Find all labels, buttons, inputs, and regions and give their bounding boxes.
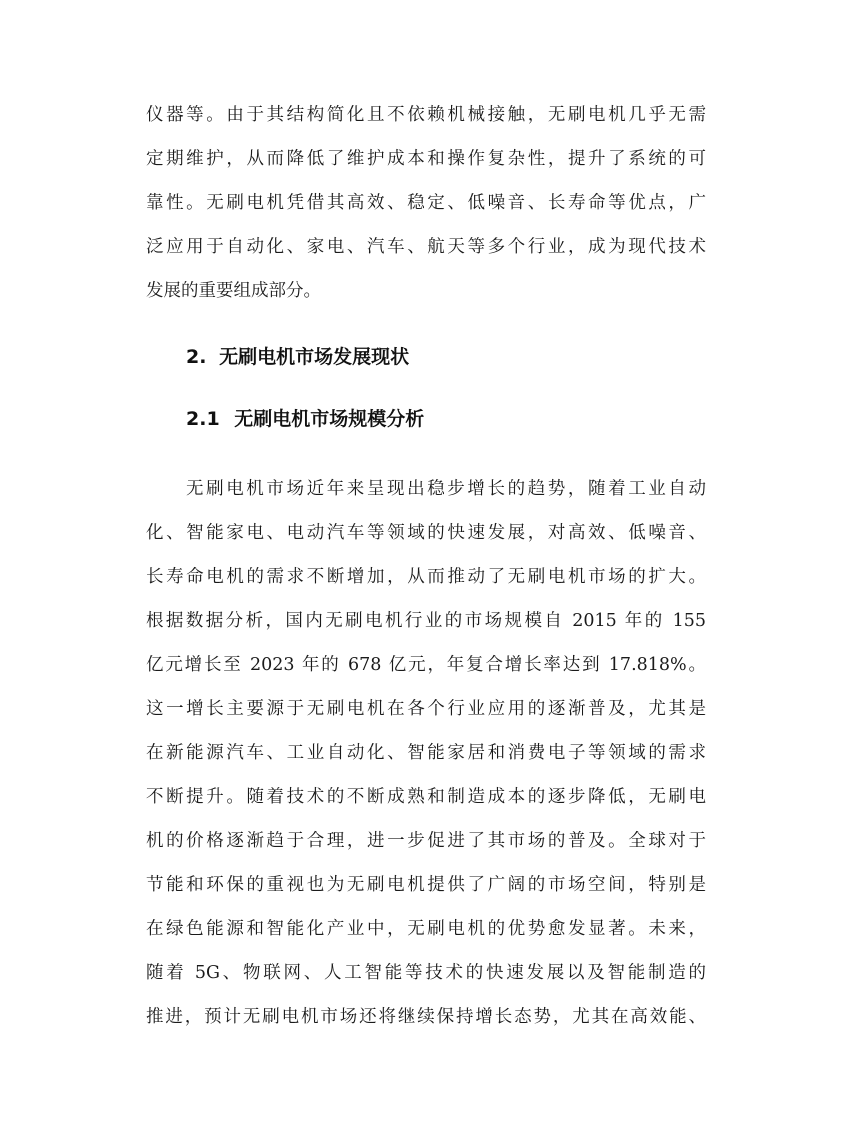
section-heading: [186, 345, 409, 369]
body-line-4: 根据数据分析，国内无刷电机行业的市场规模自 2015 年的 155: [146, 611, 706, 631]
subsection-heading: [186, 407, 424, 431]
body-line-13: 推进，预计无刷电机市场还将继续保持增长态势，尤其在高效能、: [146, 1007, 706, 1027]
body-line-10: 节能和环保的重视也为无刷电机提供了广阔的市场空间，特别是: [146, 875, 706, 895]
body-line-11: 在绿色能源和智能化产业中，无刷电机的优势愈发显著。未来，: [146, 919, 706, 939]
body-line-3: 长寿命电机的需求不断增加，从而推动了无刷电机市场的扩大。: [146, 567, 706, 587]
intro-line-1: 仪器等。由于其结构简化且不依赖机械接触，无刷电机几乎无需: [146, 105, 706, 125]
body-line-6: 这一增长主要源于无刷电机在各个行业应用的逐渐普及，尤其是: [146, 699, 706, 719]
body-line-1: 无刷电机市场近年来呈现出稳步增长的趋势，随着工业自动: [186, 479, 706, 499]
section-number: 2.: [186, 346, 207, 368]
body-line-5: 亿元增长至 2023 年的 678 亿元，年复合增长率达到 17.818%。: [146, 655, 706, 675]
intro-line-5: 发展的重要组成部分。: [146, 281, 321, 301]
body-line-12: 随着 5G、物联网、人工智能等技术的快速发展以及智能制造的: [146, 963, 706, 983]
body-line-2: 化、智能家电、电动汽车等领域的快速发展，对高效、低噪音、: [146, 523, 706, 543]
intro-line-3: 靠性。无刷电机凭借其高效、稳定、低噪音、长寿命等优点，广: [146, 193, 706, 213]
intro-line-2: 定期维护，从而降低了维护成本和操作复杂性，提升了系统的可: [146, 149, 706, 169]
body-line-7: 在新能源汽车、工业自动化、智能家居和消费电子等领域的需求: [146, 743, 706, 763]
body-line-9: 机的价格逐渐趋于合理，进一步促进了其市场的普及。全球对于: [146, 831, 706, 851]
section-title: 无刷电机市场发展现状: [219, 346, 410, 368]
body-line-8: 不断提升。随着技术的不断成熟和制造成本的逐步降低，无刷电: [146, 787, 706, 807]
subsection-title: 无刷电机市场规模分析: [234, 408, 425, 430]
intro-line-4: 泛应用于自动化、家电、汽车、航天等多个行业，成为现代技术: [146, 237, 706, 257]
subsection-number: 2.1: [186, 408, 220, 430]
